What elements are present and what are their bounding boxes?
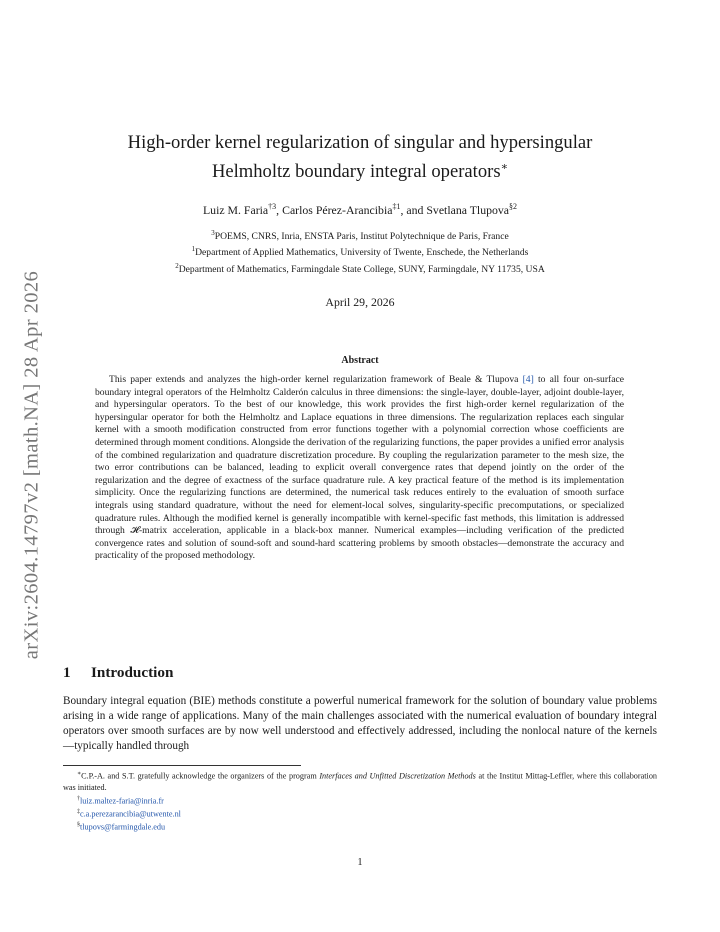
section-title: Introduction <box>91 664 174 681</box>
author: Carlos Pérez-Arancibia$^{\ddagger 1}$, and <box>282 202 427 217</box>
email-footnote[interactable]: †luiz.maltez-faria@inria.fr <box>77 795 164 806</box>
footnote-rule <box>63 765 301 766</box>
publication-date: April 29, 2026 <box>325 295 395 309</box>
affiliations <box>80 227 640 276</box>
email-footnote[interactable]: ‡c.a.perezarancibia@utwente.nl <box>77 808 181 819</box>
author: Svetlana Tlupova$^{\S 2}$ <box>426 202 518 217</box>
arxiv-identifier: arXiv:2604.14797v2 [math.NA] 28 Apr 2026 <box>20 270 43 660</box>
email-link[interactable]: luiz.maltez-faria@inria.fr <box>80 796 164 806</box>
paper-title <box>80 130 640 184</box>
affiliation: $^1$Department of Applied Mathematics, University of Twente, Enschede, the Netherlands <box>191 245 529 259</box>
author: Luiz M. Faria$^{\dagger 3}$, <box>202 202 283 217</box>
arxiv-identifier-stamp <box>12 240 52 690</box>
title-footnote-mark[interactable]: ∗ <box>500 161 509 173</box>
author-marks[interactable]: §2 <box>509 202 518 211</box>
email-link[interactable]: c.a.perezarancibia@utwente.nl <box>80 809 181 819</box>
footnote-acknowledgement: ∗C.P.-A. and S.T. gratefully acknowledge the organizers of the program Interfaces and Unfitted Discretization Methods at the Institut Mittag-Leffler, where this collaboration was initiated. <box>63 771 658 793</box>
affiliation: $^3$POEMS, CNRS, Inria, ENSTA Paris, Institut Polytechnique de Paris, France <box>211 229 509 243</box>
author-marks[interactable]: †3 <box>268 202 277 211</box>
section-heading <box>63 664 173 682</box>
page-number: 1 <box>357 857 363 868</box>
author-marks[interactable]: ‡1 <box>392 202 401 211</box>
citation-link[interactable]: [4] <box>522 374 534 385</box>
footnotes <box>63 769 657 833</box>
affiliation: $^2$Department of Mathematics, Farmingdale State College, SUNY, Farmingdale, NY 11735, USA <box>175 261 545 275</box>
section-number: 1 <box>63 664 71 681</box>
email-link[interactable]: tlupovs@farmingdale.edu <box>80 822 166 832</box>
title-line-2: Helmholtz boundary integral operators∗ <box>211 161 509 183</box>
title-line-1: High-order kernel regularization of singular and hypersingular <box>127 132 593 153</box>
abstract-body: This paper extends and analyzes the high-order kernel regularization framework of Beale & Tlupova [4] to all four on-surface boundary integral operators of the Helmholtz Calderón calculus in three dimensions: the single-layer, double-layer, adjoint double-layer, and hypersingular operators. To the best of our knowledge, this work provides the first high-order kernel regularization of the hypersingular operator for both the Helmholtz and Laplace equations in three dimensions. The regularization replaces each singular kernel with a smooth modification constructed from error functions together with a polynomial correction whose coefficients are determined through moment conditions. Alongside the derivation of the regularizing functions, the paper provides a unified error analysis of the combined regularization and quadrature discretization procedure. By coupling the regularization parameter to the mesh size, the two error contributions can be balanced, leading to explicit overall convergence rates that depend jointly on the order of the regularization and the degree of exactness of the surface quadrature rule. A key practical feature of the method is its implementation simplicity. Once the regularizing functions are determined, the numerical task reduces entirely to the evaluation of smooth surface integrals using standard quadrature, without the need for element-local solves, singularity-specific precomputations, or specialized quadrature rules. Although the modified kernel is generally incompatible with kernel-specific fast methods, this limitation is addressed through 𝓗-matrix acceleration, applicable in a black-box manner. Numerical examples—including verification of the predicted convergence rates and solution of sound-soft and sound-hard scattering problems by smooth obstacles—demonstrate the accuracy and practicality of the proposed methodology. <box>95 374 624 562</box>
abstract-heading: Abstract <box>341 355 379 366</box>
author-list <box>80 199 640 218</box>
introduction-paragraph: Boundary integral equation (BIE) methods constitute a powerful numerical framework for the solution of boundary value problems arising in a wide range of applications. Many of the main challenges associated with the numerical evaluation of boundary integral operators over smooth surfaces are by now well understood and effectively addressed, including the nonlocal nature of the kernels—typically handled through <box>63 695 657 752</box>
email-footnote[interactable]: §tlupovs@farmingdale.edu <box>77 821 166 832</box>
